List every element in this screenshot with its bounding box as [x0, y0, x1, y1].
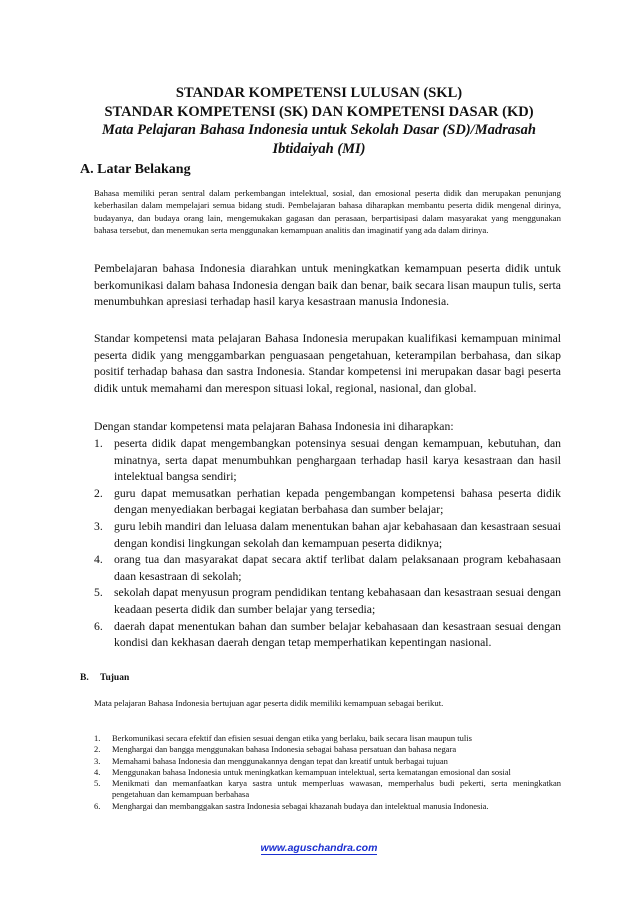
- list-item-number: 4.: [94, 553, 103, 567]
- title-line-1: STANDAR KOMPETENSI LULUSAN (SKL): [175, 85, 463, 101]
- document-title: [80, 84, 558, 158]
- list-item-number: 5.: [94, 586, 103, 600]
- list-item-text: guru dapat memusatkan perhatian kepada pengembangan kompetensi bahasa peserta didik dengan menyediakan berbagai kegiatan berbahasa dan sumber belajar;: [114, 486, 561, 517]
- list-item-text: peserta didik dapat mengembangkan potensinya sesuai dengan kemampuan, kebutuhan, dan minatnya, serta dapat menumbuhkan penghargaan terhadap hasil karya kesastraan dan hasil intelektual bangsa sendiri;: [114, 437, 561, 484]
- section-b-heading: [80, 673, 129, 683]
- footer-url[interactable]: [0, 842, 638, 854]
- list-item-number: 3.: [94, 755, 101, 766]
- section-b-intro: Mata pelajaran Bahasa Indonesia bertujuan agar peserta didik memiliki kemampuan sebagai berikut.: [94, 698, 444, 708]
- list-item-number: 2.: [94, 486, 103, 500]
- section-a-small-paragraph: Bahasa memiliki peran sentral dalam perkembangan intelektual, sosial, dan emosional peserta didik dan merupakan penunjang keberhasilan dalam mempelajari semua bidang studi. Pembelajaran bahasa diharapkan membantu peserta didik mengenal dirinya, budayanya, dan budaya orang lain, mengemukakan gagasan dan perasaan, berpartisipasi dalam masyarakat yang menggunakan bahasa tersebut, dan menemukan serta menggunakan kemampuan analitis dan imaginatif yang ada dalam dirinya.: [94, 188, 561, 235]
- list-item: [94, 756, 561, 767]
- list-item: [94, 733, 561, 744]
- section-b-list: [94, 733, 561, 812]
- list-item-text: Menghargai dan membanggakan sastra Indonesia sebagai khazanah budaya dan intelektual manusia Indonesia.: [112, 800, 489, 811]
- list-item-text: orang tua dan masyarakat dapat secara aktif terlibat dalam pelaksanaan program kebahasaan daan kesastraan di sekolah;: [114, 553, 561, 583]
- list-item-number: 6.: [94, 800, 101, 811]
- list-item: [80, 585, 561, 618]
- list-item-text: Menghargai dan bangga menggunakan bahasa Indonesia sebagai bahasa persatuan dan bahasa negara: [112, 744, 457, 755]
- list-item-number: 3.: [94, 519, 103, 533]
- list-item: [94, 778, 561, 801]
- list-item-number: 1.: [94, 733, 101, 743]
- list-item-text: Berkomunikasi secara efektif dan efisien sesuai dengan etika yang berlaku, baik secara lisan maupun tulis: [112, 733, 472, 743]
- list-item-number: 6.: [94, 619, 103, 633]
- list-item-number: 1.: [94, 437, 103, 450]
- list-item: [80, 552, 561, 585]
- list-item-number: 2.: [94, 744, 101, 755]
- title-line-3: Mata Pelajaran Bahasa Indonesia untuk Sekolah Dasar (SD)/Madrasah: [102, 122, 536, 138]
- list-item-text: Memahami bahasa Indonesia dan menggunakannya dengan tepat dan kreatif untuk berbagai tujuan: [112, 755, 448, 766]
- section-b-title: Tujuan: [100, 673, 130, 683]
- section-a-paragraph-2: Standar kompetensi mata pelajaran Bahasa Indonesia merupakan kualifikasi kemampuan minimal peserta didik yang menggambarkan penguasaan pengetahuan, keterampilan berbahasa, dan sikap positif terhadap bahasa dan sastra Indonesia. Standar kompetensi ini merupakan dasar bagi peserta didik untuk memahami dan merespon situasi lokal, regional, nasional, dan global.: [94, 332, 561, 395]
- list-item-number: 4.: [94, 766, 101, 777]
- list-item-number: 5.: [94, 778, 101, 789]
- footer-url-link[interactable]: www.aguschandra.com: [260, 842, 378, 854]
- list-item: [94, 744, 561, 755]
- section-a-list: [80, 436, 561, 652]
- list-item-text: Menggunakan bahasa Indonesia untuk meningkatkan kemampuan intelektual, serta kematangan emosional dan sosial: [112, 766, 511, 777]
- section-a-list-intro: Dengan standar kompetensi mata pelajaran Bahasa Indonesia ini diharapkan:: [94, 420, 454, 433]
- title-line-2: STANDAR KOMPETENSI (SK) DAN KOMPETENSI DASAR (KD): [104, 103, 534, 120]
- list-item-text: sekolah dapat menyusun program pendidikan tentang kebahasaan dan kesastraan sesuai dengan keadaan peserta didik dan sumber belajar yang tersedia;: [114, 586, 561, 616]
- title-line-4: Ibtidaiyah (MI): [272, 140, 366, 157]
- list-item: [94, 767, 561, 778]
- list-item: [80, 436, 561, 486]
- list-item: [80, 619, 561, 652]
- list-item: [80, 519, 561, 552]
- section-a-paragraph-1: Pembelajaran bahasa Indonesia diarahkan untuk meningkatkan kemampuan peserta didik untuk berkomunikasi dalam bahasa Indonesia dengan baik dan benar, baik secara lisan maupun tulis, serta menumbuhkan apresiasi terhadap hasil karya kesastraan manusia Indonesia.: [94, 262, 561, 309]
- list-item: [80, 486, 561, 519]
- list-item-text: daerah dapat menentukan bahan dan sumber belajar kebahasaan dan kesastraan sesuai dengan kondisi dan kekhasan daerah dengan tetap memperhatikan kepentingan nasional.: [114, 619, 561, 650]
- section-a-heading: A. Latar Belakang: [80, 162, 191, 177]
- list-item-text: guru lebih mandiri dan leluasa dalam menentukan bahan ajar kebahasaan dan kesastraan sesuai dengan kondisi lingkungan sekolah dan kemampuan peserta didiknya;: [114, 519, 561, 550]
- list-item-text: Menikmati dan memanfaatkan karya sastra untuk memperluas wawasan, memperhalus budi pekerti, serta meningkatkan pengetahuan dan kemampuan berbahasa: [112, 778, 561, 800]
- list-item: [94, 801, 561, 812]
- section-b-label: B.: [80, 673, 89, 683]
